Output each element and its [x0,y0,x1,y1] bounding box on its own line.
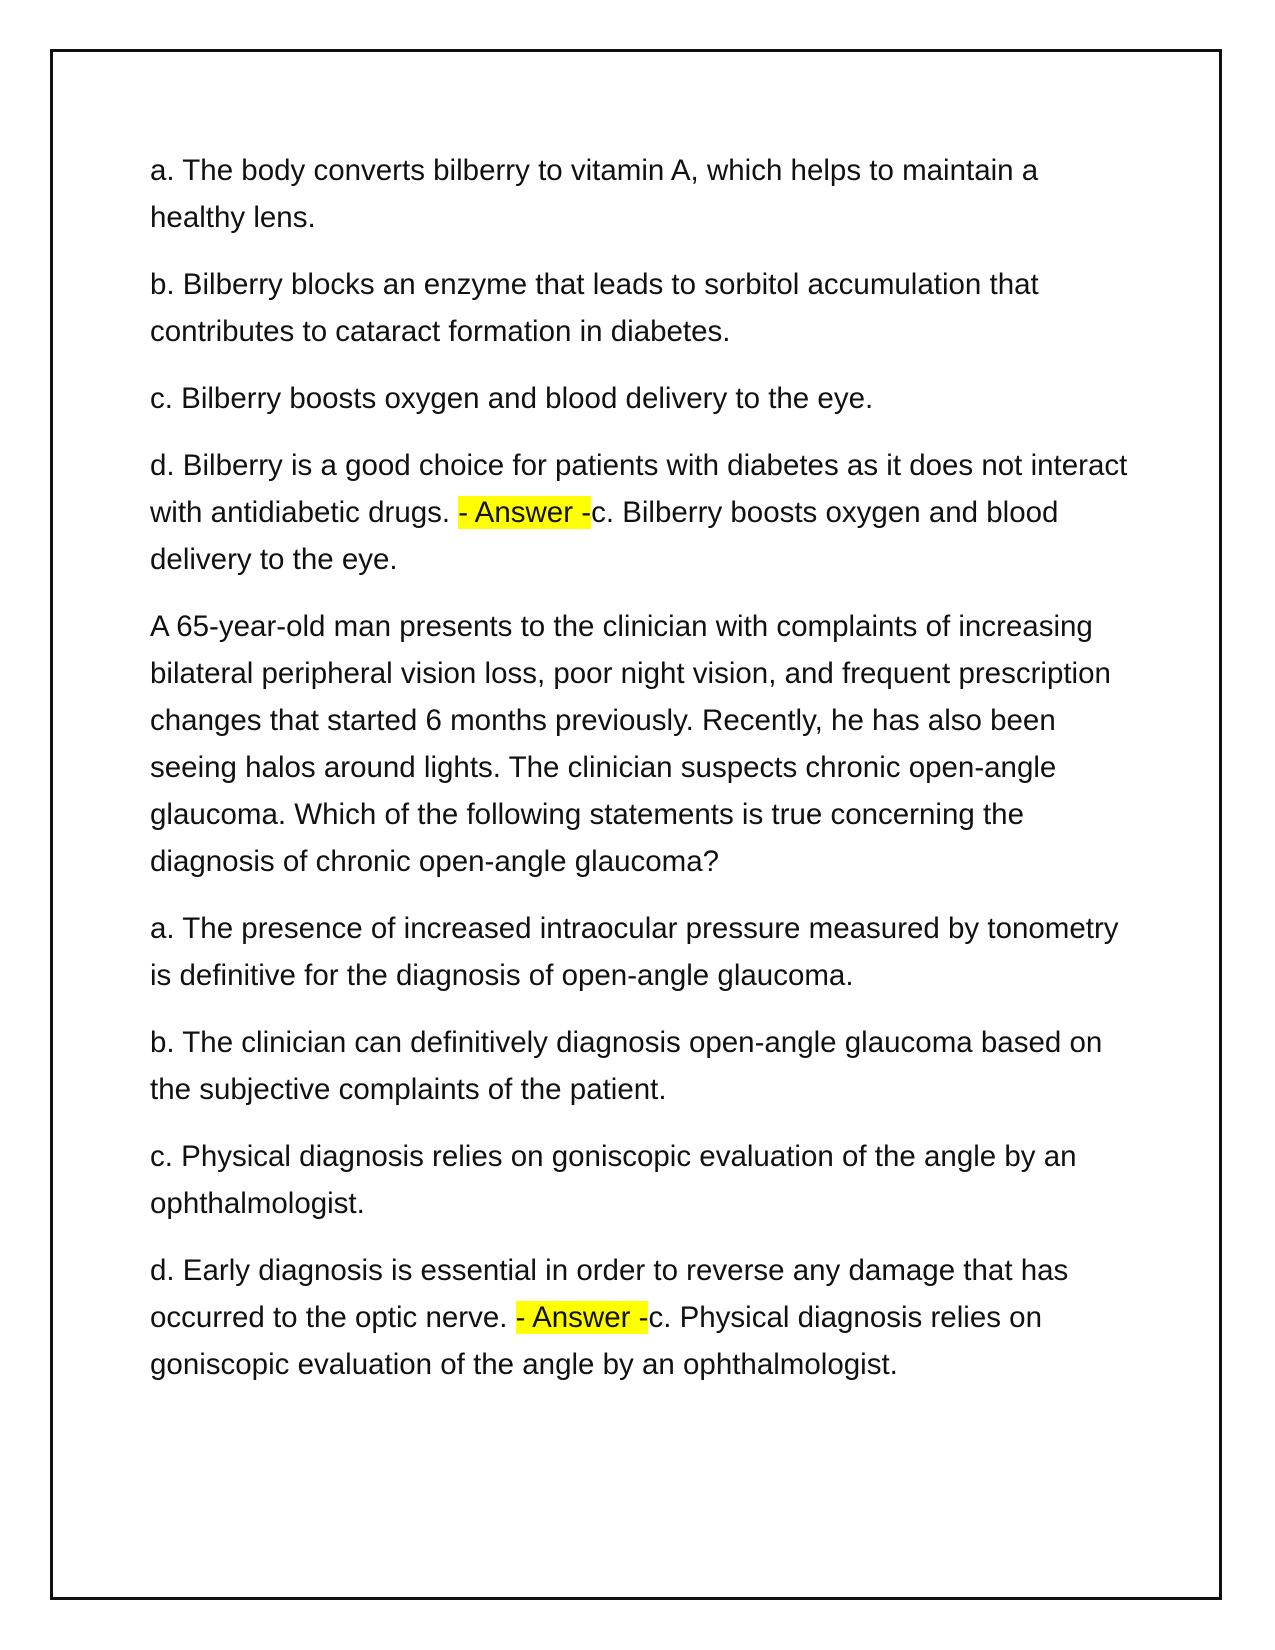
q1-option-d [150,442,1140,583]
q2-option-c: c. Physical diagnosis relies on goniscopic evaluation of the angle by an ophthalmologist. [150,1140,1077,1220]
q1-option-d-text: d. Bilberry is a good choice for patients with diabetes as it does not interact with antidiabetic drugs. [150,449,1128,529]
q2-question: A 65-year-old man presents to the clinician with complaints of increasing bilateral peripheral vision loss, poor night vision, and frequent prescription changes that started 6 months previously. Recently, he has also been seeing halos around lights. The clinician suspects chronic open-angle glaucoma. Which of the following statements is true concerning the diagnosis of chronic open-angle glaucoma? [150,610,1111,878]
document-content [150,147,1140,1408]
q1-option-b: b. Bilberry blocks an enzyme that leads to sorbitol accumulation that contributes to cataract formation in diabetes. [150,268,1039,348]
q1-answer-text: c. Bilberry boosts oxygen and blood delivery to the eye. [150,496,1059,576]
q1-option-a: a. The body converts bilberry to vitamin A, which helps to maintain a healthy lens. [150,154,1039,234]
q1-answer-marker: - Answer - [458,496,592,529]
q1-option-c: c. Bilberry boosts oxygen and blood delivery to the eye. [150,382,874,415]
q2-answer-text: c. Physical diagnosis relies on goniscopic evaluation of the angle by an ophthalmologist. [150,1301,1042,1381]
q2-answer-marker: - Answer - [515,1301,649,1334]
q2-option-d [150,1247,1140,1388]
q2-option-d-text: d. Early diagnosis is essential in order to reverse any damage that has occurred to the optic nerve. [150,1254,1069,1334]
q2-option-a: a. The presence of increased intraocular pressure measured by tonometry is definitive for the diagnosis of open-angle glaucoma. [150,912,1119,992]
q2-option-b: b. The clinician can definitively diagnosis open-angle glaucoma based on the subjective complaints of the patient. [150,1026,1103,1106]
